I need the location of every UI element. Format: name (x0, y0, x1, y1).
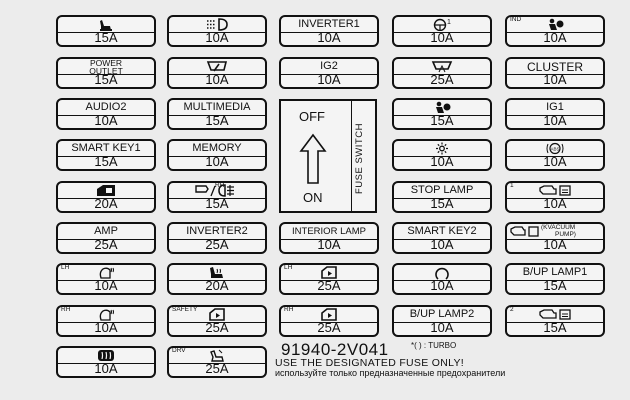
switch-label: FUSE SWITCH (354, 123, 365, 194)
fuse-lh-window (279, 263, 379, 295)
amp-rating: 10A (94, 113, 118, 128)
amp-rating: 10A (94, 320, 118, 335)
fuse-engine-2 (505, 305, 605, 337)
fuse-note-line1: (KVACUUM (541, 224, 576, 231)
part-number: 91940-2V041 (281, 340, 389, 359)
amp-rating: 25A (205, 237, 229, 252)
amp-rating: 10A (543, 72, 567, 87)
fuse-multimedia (167, 98, 267, 130)
fuse-warning-ru: используйте только предназначенные предохранители (275, 368, 506, 378)
fuse-door-lock (56, 181, 156, 213)
amp-rating: 10A (430, 278, 454, 293)
amp-rating: 10A (430, 237, 454, 252)
fuse-wiper (167, 57, 267, 89)
switch-divider (351, 101, 352, 211)
fuse-rh-mirror-heater (56, 305, 156, 337)
fuse-memory (167, 139, 267, 171)
fuse-label: CLUSTER (507, 59, 603, 75)
fuse-sun (392, 139, 492, 171)
amp-rating: 10A (430, 30, 454, 45)
fuse-steering-1 (392, 15, 492, 47)
amp-rating: 20A (205, 278, 229, 293)
fuse-inverter2 (167, 222, 267, 254)
amp-rating: 10A (430, 320, 454, 335)
fuse-fog-light (167, 15, 267, 47)
fuse-label: B/UP LAMP1 (507, 265, 603, 281)
fuse-label: AUDIO2 (58, 100, 154, 116)
amp-rating: 10A (205, 154, 229, 169)
fuse-label: MULTIMEDIA (169, 100, 265, 116)
fuse-switch[interactable] (279, 99, 377, 213)
amp-rating: 20A (94, 196, 118, 211)
fuse-prefix: LH (61, 264, 70, 271)
fuse-ig2 (279, 57, 379, 89)
fuse-prefix: LH (284, 264, 293, 271)
fuse-engine-1 (505, 181, 605, 213)
fuse-warning-en: USE THE DESIGNATED FUSE ONLY! (275, 357, 464, 369)
amp-rating: 10A (205, 72, 229, 87)
fuse-suffix: RR (215, 182, 225, 189)
fuse-label: INTERIOR LAMP (281, 224, 377, 240)
fuse-label: AMP (58, 224, 154, 240)
amp-rating: 25A (317, 278, 341, 293)
amp-rating: 10A (205, 30, 229, 45)
switch-on-label: ON (303, 190, 323, 205)
amp-rating: 25A (205, 361, 229, 376)
fuse-stop-lamp (392, 181, 492, 213)
fuse-label: STOP LAMP (394, 183, 490, 199)
fuse-seat-heater (56, 15, 156, 47)
fuse-drv-seat (167, 346, 267, 378)
fuse-amp (56, 222, 156, 254)
fuse-smart-key1 (56, 139, 156, 171)
svg-text:1: 1 (447, 19, 451, 26)
switch-off-label: OFF (299, 109, 325, 124)
amp-rating: 10A (543, 30, 567, 45)
fuse-label: SMART KEY2 (394, 224, 490, 240)
fuse-prefix: DRV (172, 347, 186, 354)
fuse-label: B/UP LAMP2 (394, 307, 490, 323)
amp-rating: 25A (205, 320, 229, 335)
amp-rating: 10A (94, 278, 118, 293)
fuse-rear-fog (167, 181, 267, 213)
fuse-smart-key2 (392, 222, 492, 254)
turbo-note: *( ) : TURBO (411, 341, 457, 350)
fuse-safety-window (167, 305, 267, 337)
amp-rating: 10A (543, 237, 567, 252)
fuse-prefix: RH (284, 306, 294, 313)
amp-rating: 15A (94, 30, 118, 45)
fuse-cluster (505, 57, 605, 89)
amp-rating: 10A (317, 30, 341, 45)
amp-rating: 10A (317, 72, 341, 87)
fuse-prefix: 1 (510, 182, 514, 189)
fuse-heated-seat (167, 263, 267, 295)
fuse-prefix: SAFETY (172, 306, 198, 313)
fuse-label: IG2 (281, 59, 377, 75)
fuse-bup-lamp1 (505, 263, 605, 295)
amp-rating: 15A (430, 113, 454, 128)
fuse-rh-window (279, 305, 379, 337)
amp-rating: 10A (317, 237, 341, 252)
amp-rating: 10A (94, 361, 118, 376)
amp-rating: 15A (543, 278, 567, 293)
arrow-up-icon (299, 133, 327, 185)
fuse-inverter1 (279, 15, 379, 47)
fuse-prefix: IND (510, 16, 522, 23)
fuse-lh-mirror-heater (56, 263, 156, 295)
amp-rating: 10A (430, 154, 454, 169)
fuse-horn (392, 263, 492, 295)
amp-rating: 15A (94, 72, 118, 87)
fuse-abs (505, 139, 605, 171)
fuse-washer (392, 57, 492, 89)
amp-rating: 15A (430, 196, 454, 211)
fuse-label: MEMORY (169, 141, 265, 157)
amp-rating: 15A (94, 154, 118, 169)
amp-rating: 15A (205, 196, 229, 211)
fuse-rear-defroster (56, 346, 156, 378)
fuse-label: SMART KEY1 (58, 141, 154, 157)
fuse-bup-lamp2 (392, 305, 492, 337)
amp-rating: 15A (543, 320, 567, 335)
fuse-engine-vacuum (505, 222, 605, 254)
svg-text:ABS: ABS (550, 146, 560, 152)
amp-rating: 25A (317, 320, 341, 335)
fuse-prefix: 2 (510, 306, 514, 313)
amp-rating: 15A (205, 113, 229, 128)
fuse-label: INVERTER1 (281, 17, 377, 33)
fuse-ind-airbag (505, 15, 605, 47)
fuse-label: INVERTER2 (169, 224, 265, 240)
amp-rating: 25A (430, 72, 454, 87)
fuse-audio2 (56, 98, 156, 130)
fuse-interior-lamp (279, 222, 379, 254)
fuse-ig1 (505, 98, 605, 130)
amp-rating: 10A (543, 196, 567, 211)
fuse-prefix: RH (61, 306, 71, 313)
amp-rating: 10A (543, 154, 567, 169)
amp-rating: 25A (94, 237, 118, 252)
fuse-label-line2: OUTLET (89, 65, 123, 76)
fuse-label: IG1 (507, 100, 603, 116)
fuse-airbag (392, 98, 492, 130)
amp-rating: 10A (543, 113, 567, 128)
fuse-power-outlet (56, 57, 156, 89)
fuse-note-line2: PUMP) (555, 230, 576, 238)
fuse-label-line1: POWER (89, 57, 123, 68)
